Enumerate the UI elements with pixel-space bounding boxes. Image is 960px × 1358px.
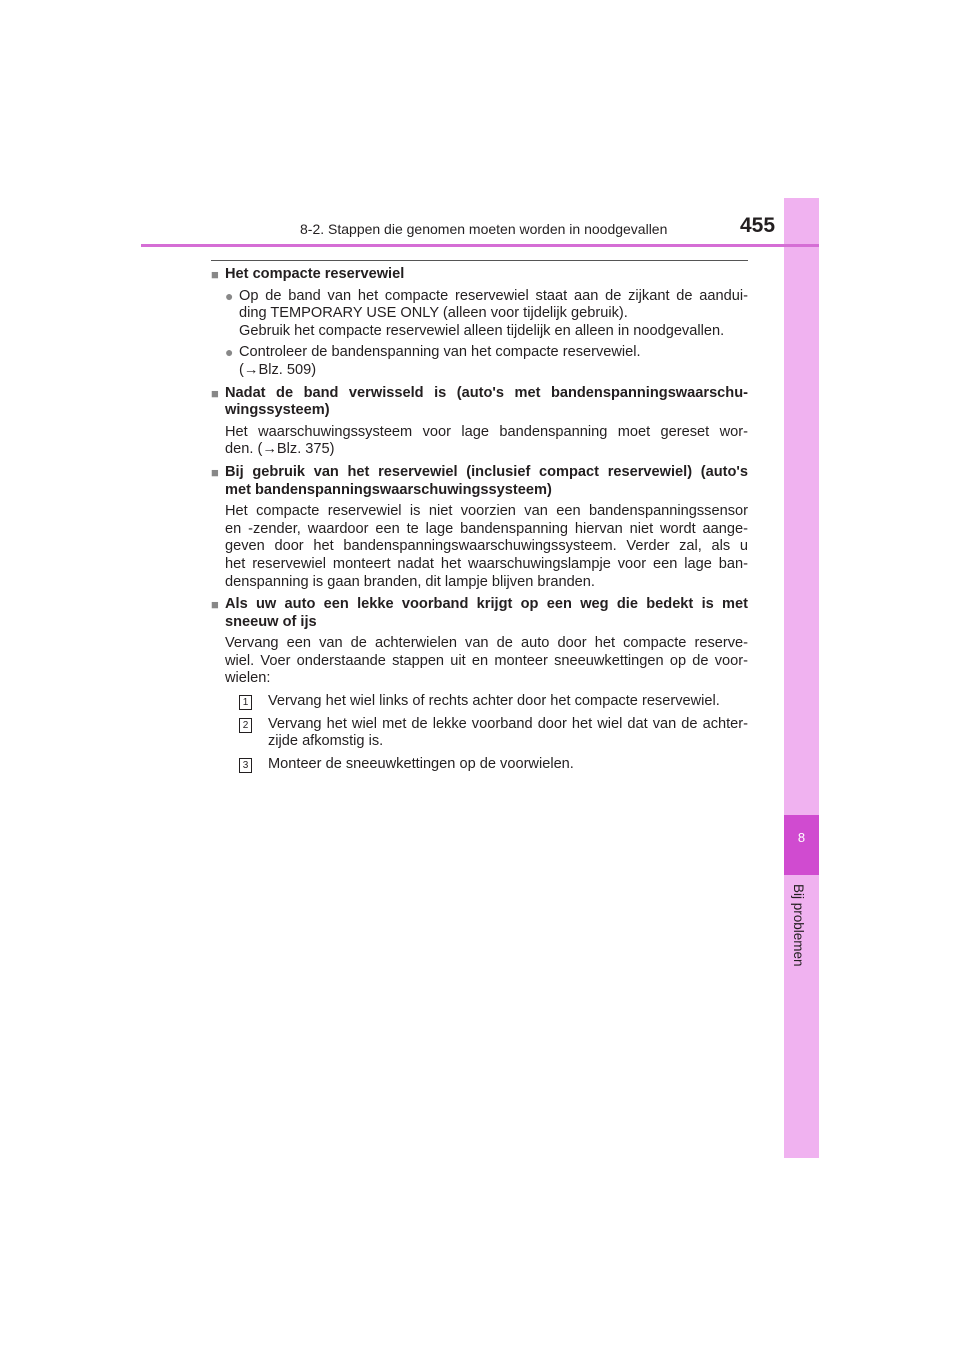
section-title: Nadat de band verwisseld is (auto's met bandenspanningswaarschu- [225,384,748,401]
page-number: 455 [740,214,776,237]
paragraph-line: Het waarschuwingssysteem voor lage bandenspanning moet gereset wor- [225,423,748,440]
step-number-box: 2 [239,718,252,733]
step-item [239,693,748,711]
arrow-right-icon: → [243,361,259,378]
paragraph [225,503,748,591]
section-spare-use [211,464,748,591]
step-text: Monteer de sneeuwkettingen op de voorwielen. [268,755,574,772]
bullet-text-line: ding TEMPORARY USE ONLY (alleen voor tijdelijk gebruik). [239,305,628,322]
section-after-tire-change [211,385,748,459]
section-compact-spare [211,266,748,380]
section-title: sneeuw of ijs [225,613,317,630]
square-bullet-icon: ■ [211,267,219,282]
paragraph-line: wielen: [225,670,271,687]
page-reference-text: Blz. 375 [276,441,330,458]
chapter-number: 8 [797,830,806,845]
list-item [225,288,748,341]
step-text: zijde afkomstig is. [268,733,384,750]
bullet-text-line: Controleer de bandenspanning van het compacte reservewiel. [239,344,641,361]
arrow-right-icon: → [262,441,277,458]
page-reference-text: Blz. 509 [258,361,312,378]
content-rule [211,260,748,261]
step-number-box: 3 [239,758,252,773]
chapter-tab-highlight [784,815,819,875]
section-title: Bij gebruik van het reservewiel (inclusief compact reservewiel) (auto's [225,463,748,480]
step-text: Vervang het wiel met de lekke voorband door het wiel dat van de achter- [268,715,748,732]
bullet-text-line: Gebruik het compacte reservewiel alleen tijdelijk en alleen in noodgevallen. [239,322,725,339]
paragraph [225,635,748,688]
paragraph-line: het reservewiel monteert nadat het waarschuwingslampje voor een lage ban- [225,555,748,572]
step-number-box: 1 [239,695,252,710]
circle-bullet-icon: ● [225,287,234,304]
section-title: Het compacte reservewiel [225,266,405,282]
paragraph-line: en -zender, waardoor een te lage bandenspanning hiervan niet wordt aange- [225,520,748,537]
list-item [225,344,748,379]
paragraph-line: geven door het bandenspanningswaarschuwingssysteem. Verder zal, als u [225,538,748,555]
section-title: Als uw auto een lekke voorband krijgt op een weg die bedekt is met [225,596,748,613]
paragraph-line: Het compacte reservewiel is niet voorzien van een bandenspanningssensor [225,503,748,520]
paragraph [225,424,748,459]
section-header-title: 8-2. Stappen die genomen moeten worden in noodgevallen [300,221,668,237]
square-bullet-icon: ■ [211,385,219,401]
section-flat-front-tire-snow [211,596,748,773]
chapter-label: Bij problemen [791,884,806,967]
section-title: met bandenspanningswaarschuwingssysteem) [225,481,552,498]
step-text: Vervang het wiel links of rechts achter door het compacte reservewiel. [268,693,720,710]
step-item [239,756,748,774]
paragraph-line: den. (→Blz. 375) [225,441,335,458]
paragraph-line: Vervang een van de achterwielen van de auto door het compacte reserve- [225,635,748,652]
header-rule [141,244,819,247]
paragraph-line: denspanning is gaan branden, dit lampje blijven branden. [225,573,595,590]
page-content [211,266,748,778]
square-bullet-icon: ■ [211,464,219,480]
bullet-text-line: Op de band van het compacte reservewiel staat aan de zijkant de aandui- [239,287,748,304]
square-bullet-icon: ■ [211,597,219,613]
section-title: wingssysteem) [225,402,330,419]
page-reference: (→Blz. 509) [239,361,317,378]
paragraph-line: wiel. Voer onderstaande stappen uit en monteer sneeuwkettingen op de voor- [225,652,748,669]
chapter-side-strip [784,198,819,1158]
step-item [239,716,748,751]
circle-bullet-icon: ● [225,344,234,361]
